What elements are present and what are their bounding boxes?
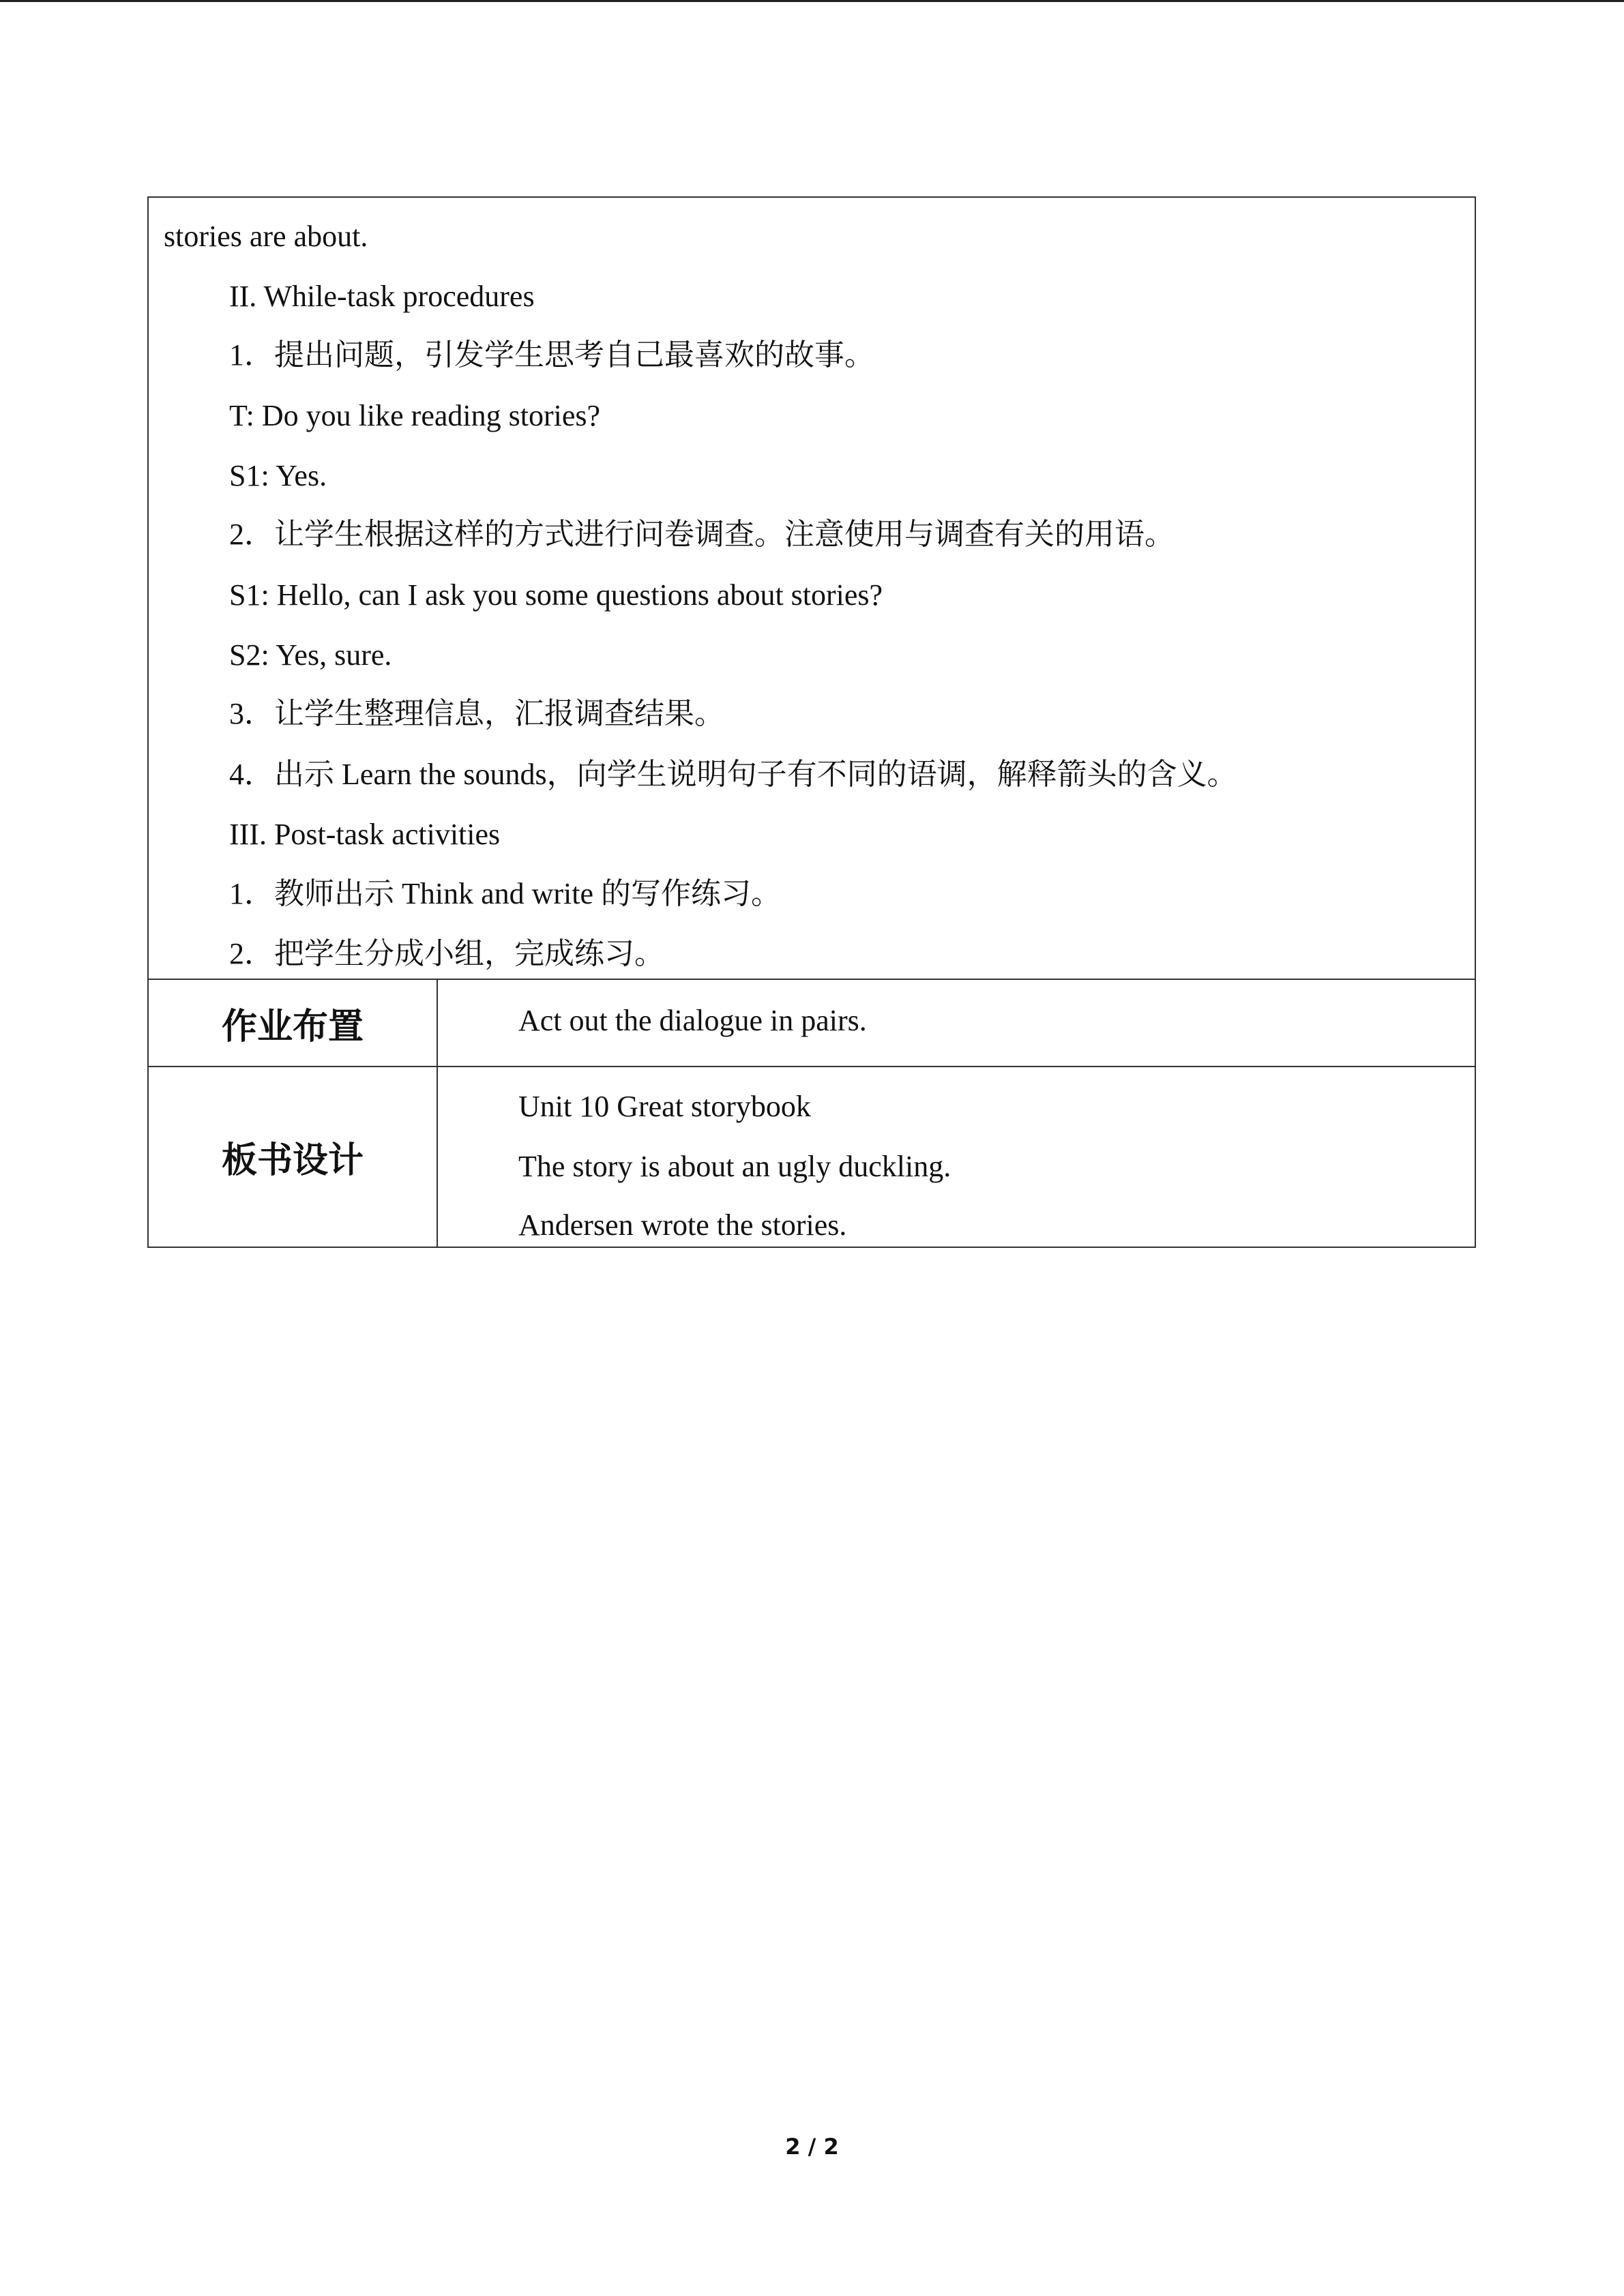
homework-row xyxy=(149,980,1475,1067)
lesson-plan-table xyxy=(147,196,1476,1248)
board-design-label: 板书设计 xyxy=(149,1067,438,1247)
procedure-line: S2: Yes, sure. xyxy=(229,638,392,672)
procedure-line: 2．让学生根据这样的方式进行问卷调查。注意使用与调查有关的用语。 xyxy=(229,518,1175,551)
page-number: 2 / 2 xyxy=(785,2134,839,2160)
procedure-line: S1: Yes. xyxy=(229,459,327,492)
procedure-line: 3．让学生整理信息，汇报调查结果。 xyxy=(229,697,724,730)
procedure-heading: III. Post-task activities xyxy=(229,818,501,851)
procedure-line: T: Do you like reading stories? xyxy=(229,399,601,432)
procedure-heading: II. While-task procedures xyxy=(229,280,535,313)
procedure-line: 1．提出问题，引发学生思考自己最喜欢的故事。 xyxy=(229,338,874,372)
board-design-content-cell xyxy=(438,1067,1475,1247)
homework-content-cell xyxy=(438,980,1475,1066)
board-design-line: Unit 10 Great storybook xyxy=(518,1090,811,1123)
board-design-line: Andersen wrote the stories. xyxy=(518,1208,847,1242)
homework-text: Act out the dialogue in pairs. xyxy=(518,1004,867,1037)
board-design-line: The story is about an ugly duckling. xyxy=(518,1150,951,1183)
procedures-cell xyxy=(149,198,1475,980)
homework-label: 作业布置 xyxy=(149,980,438,1066)
procedure-line: S1: Hello, can I ask you some questions about stories? xyxy=(229,578,883,612)
procedure-line: 4．出示 Learn the sounds，向学生说明句子有不同的语调，解释箭头的含义。 xyxy=(229,758,1237,791)
procedure-line: 1．教师出示 Think and write 的写作练习。 xyxy=(229,877,782,910)
procedure-line: 2．把学生分成小组，完成练习。 xyxy=(229,937,664,970)
board-design-row xyxy=(149,1067,1475,1247)
page-top-rule xyxy=(0,0,1624,2)
procedure-line: stories are about. xyxy=(164,220,368,253)
